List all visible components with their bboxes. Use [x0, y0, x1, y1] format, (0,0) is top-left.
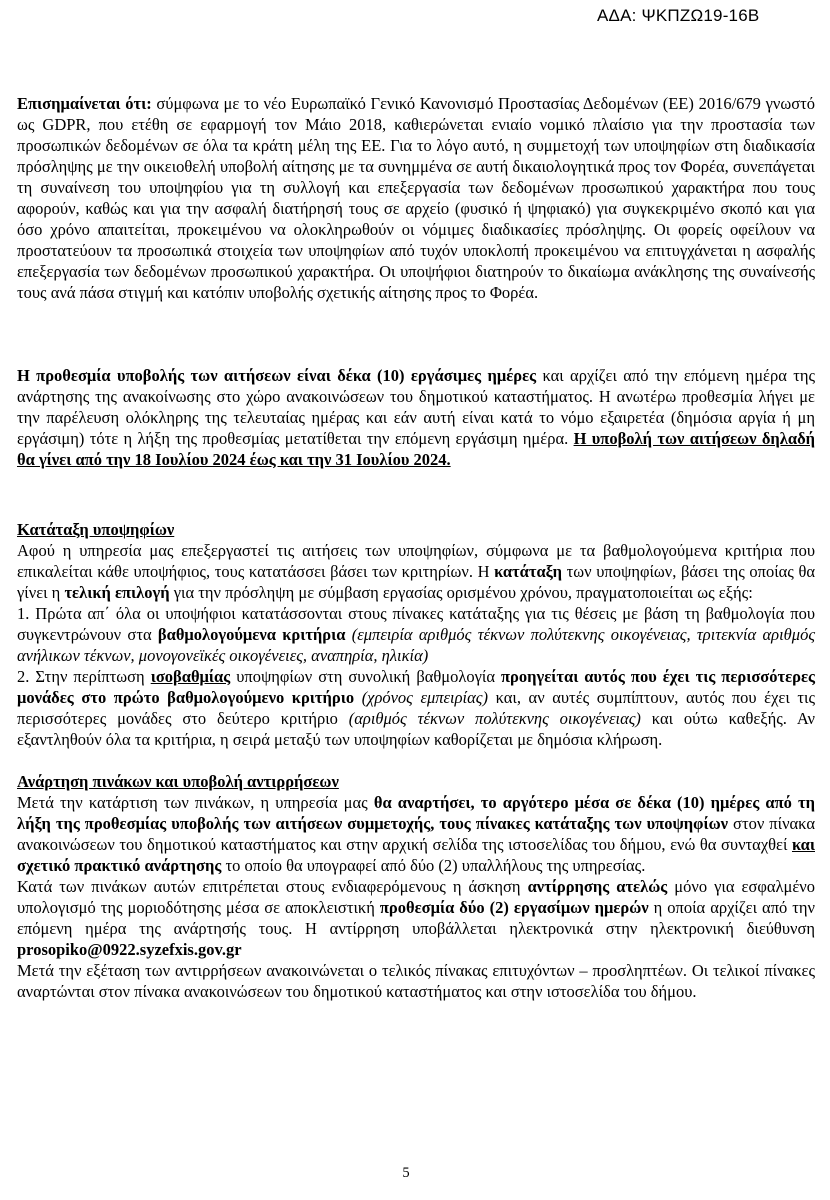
- paragraph-ranking-item-1: 1. Πρώτα απ΄ όλα οι υποψήφιοι κατατάσσονται στους πίνακες κατάταξης για τις θέσεις με βάση τη βαθμολογία που συγκεντρώνουν στα βαθμολογούμενα κριτήρια (εμπειρία αριθμός τέκνων πολύτεκνης οικογένειας, τριτεκνία αριθμός ανήλικων τέκνων, μονογονεϊκές οικογένειες, αναπηρία, ηλικία): [17, 604, 816, 665]
- section-heading-candidate-ranking: Κατάταξη υποψηφίων: [17, 520, 175, 539]
- paragraph-gdpr-notice: Επισημαίνεται ότι: σύμφωνα με το νέο Ευρωπαϊκό Γενικό Κανονισμό Προστασίας Δεδομένων (ΕΕ) 2016/679 γνωστό ως GDPR, που ετέθη σε εφαρμογή τον Μάιο 2018, καθιερώνεται ενιαίο νομικό πλαίσιο για την προστασία των προσωπικών δεδομένων σε όλα τα κράτη μέλη της ΕΕ. Για το λόγο αυτό, η συμμετοχή των υποψηφίων στη διαδικασία πρόσληψης με την οικειοθελή υποβολή αίτησης με τα συνημμένα σε αυτή δικαιολογητικά προς τον Φορέα, συνεπάγεται τη συναίνεση του υποψηφίου για τη συλλογή και επεξεργασία των δεδομένων προσωπικού χαρακτήρα που τους αφορούν, καθώς και για την ασφαλή διατήρησή τους σε αρχείο (φυσικό ή ψηφιακό) για συγκεκριμένο σκοπό και για όσο χρόνο απαιτείται, προκειμένου να ολοκληρωθούν οι νόμιμες διαδικασίες πρόσληψης. Οι φορείς οφείλουν να προστατεύουν τα προσωπικά στοιχεία των υποψηφίων από τυχόν υποκλοπή προκειμένου να επιτυγχάνεται η ασφαλής επεξεργασία των δεδομένων προσωπικού χαρακτήρα. Οι υποψήφιοι διατηρούν το δικαίωμα ανάκλησης της συναίνεσής τους ανά πάσα στιγμή και κατόπιν υποβολής σχετικής αίτησης προς το Φορέα.: [17, 94, 815, 302]
- section-heading-table-posting: Ανάρτηση πινάκων και υποβολή αντιρρήσεων: [17, 772, 339, 791]
- paragraph-ranking-intro: Αφού η υπηρεσία μας επεξεργαστεί τις αιτήσεις των υποψηφίων, σύμφωνα με τα βαθμολογούμενα κριτήρια που επικαλείται κάθε υποψήφιος, τους κατατάσσει βάσει των κριτηρίων. Η κατάταξη των υποψηφίων, βάσει της οποίας θα γίνει η τελική επιλογή για την πρόσληψη με σύμβαση εργασίας ορισμένου χρόνου, πραγματοποιείται ως εξής:: [17, 541, 815, 602]
- paragraph-final-tables: Μετά την εξέταση των αντιρρήσεων ανακοινώνεται ο τελικός πίνακας επιτυχόντων – προσληπτέων. Οι τελικοί πίνακες αναρτώνται στον πίνακα ανακοινώσεων του δημοτικού καταστήματος και στην ιστοσελίδα του δήμου.: [17, 961, 815, 1001]
- document-body: [17, 93, 815, 1002]
- paragraph-ranking-item-2: 2. Στην περίπτωση ισοβαθμίας υποψηφίων στη συνολική βαθμολογία προηγείται αυτός που έχει τις περισσότερες μονάδες στο πρώτο βαθμολογούμενο κριτήριο (χρόνος εμπειρίας) και, αν αυτές συμπίπτουν, αυτός που έχει τις περισσότερες μονάδες στο δεύτερο κριτήριο (αριθμός τέκνων πολύτεκνης οικογένειας) και ούτω καθεξής. Αν εξαντληθούν όλα τα κριτήρια, η σειρά μεταξύ των υποψηφίων καθορίζεται με δημόσια κλήρωση.: [17, 667, 816, 749]
- ada-code: ΑΔΑ: ΨΚΠΖΩ19-16Β: [597, 6, 760, 25]
- page-number: 5: [402, 1165, 410, 1181]
- paragraph-submission-deadline: Η προθεσμία υποβολής των αιτήσεων είναι δέκα (10) εργάσιμες ημέρες και αρχίζει από την επόμενη ημέρα της ανάρτησης της ανακοίνωσης στο χώρο ανακοινώσεων του δημοτικού καταστήματος. Η ανωτέρω προθεσμία λήγει με την παρέλευση ολόκληρης της τελευταίας ημέρας και εάν αυτή είναι κατά το νόμο εξαιρετέα (δημόσια αργία ή μη εργάσιμη) τότε η λήξη της προθεσμίας μετατίθεται την επόμενη εργάσιμη ημέρα. Η υποβολή των αιτήσεων δηλαδή θα γίνει από την 18 Ιουλίου 2024 έως και την 31 Ιουλίου 2024.: [17, 366, 816, 469]
- paragraph-objections: Κατά των πινάκων αυτών επιτρέπεται στους ενδιαφερόμενους η άσκηση αντίρρησης ατελώς μόνο για εσφαλμένο υπολογισμό της μοριοδότησης μέσα σε αποκλειστική προθεσμία δύο (2) εργασίμων ημερών η οποία αρχίζει από την επόμενη ημέρα της ανάρτησής τους. Η αντίρρηση υποβάλλεται ηλεκτρονικά στην ηλεκτρονική διεύθυνση prosopiko@0922.syzefxis.gov.gr: [17, 877, 816, 959]
- paragraph-table-posting: Μετά την κατάρτιση των πινάκων, η υπηρεσία μας θα αναρτήσει, το αργότερο μέσα σε δέκα (10) ημέρες από τη λήξη της προθεσμίας υποβολής των αιτήσεων συμμετοχής, τους πίνακες κατάταξης των υποψηφίων στον πίνακα ανακοινώσεων του δημοτικού καταστήματος και στην αρχική σελίδα της ιστοσελίδας του δήμου, ενώ θα συνταχθεί και σχετικό πρακτικό ανάρτησης το οποίο θα υπογραφεί από δύο (2) υπαλλήλους της υπηρεσίας.: [17, 793, 815, 875]
